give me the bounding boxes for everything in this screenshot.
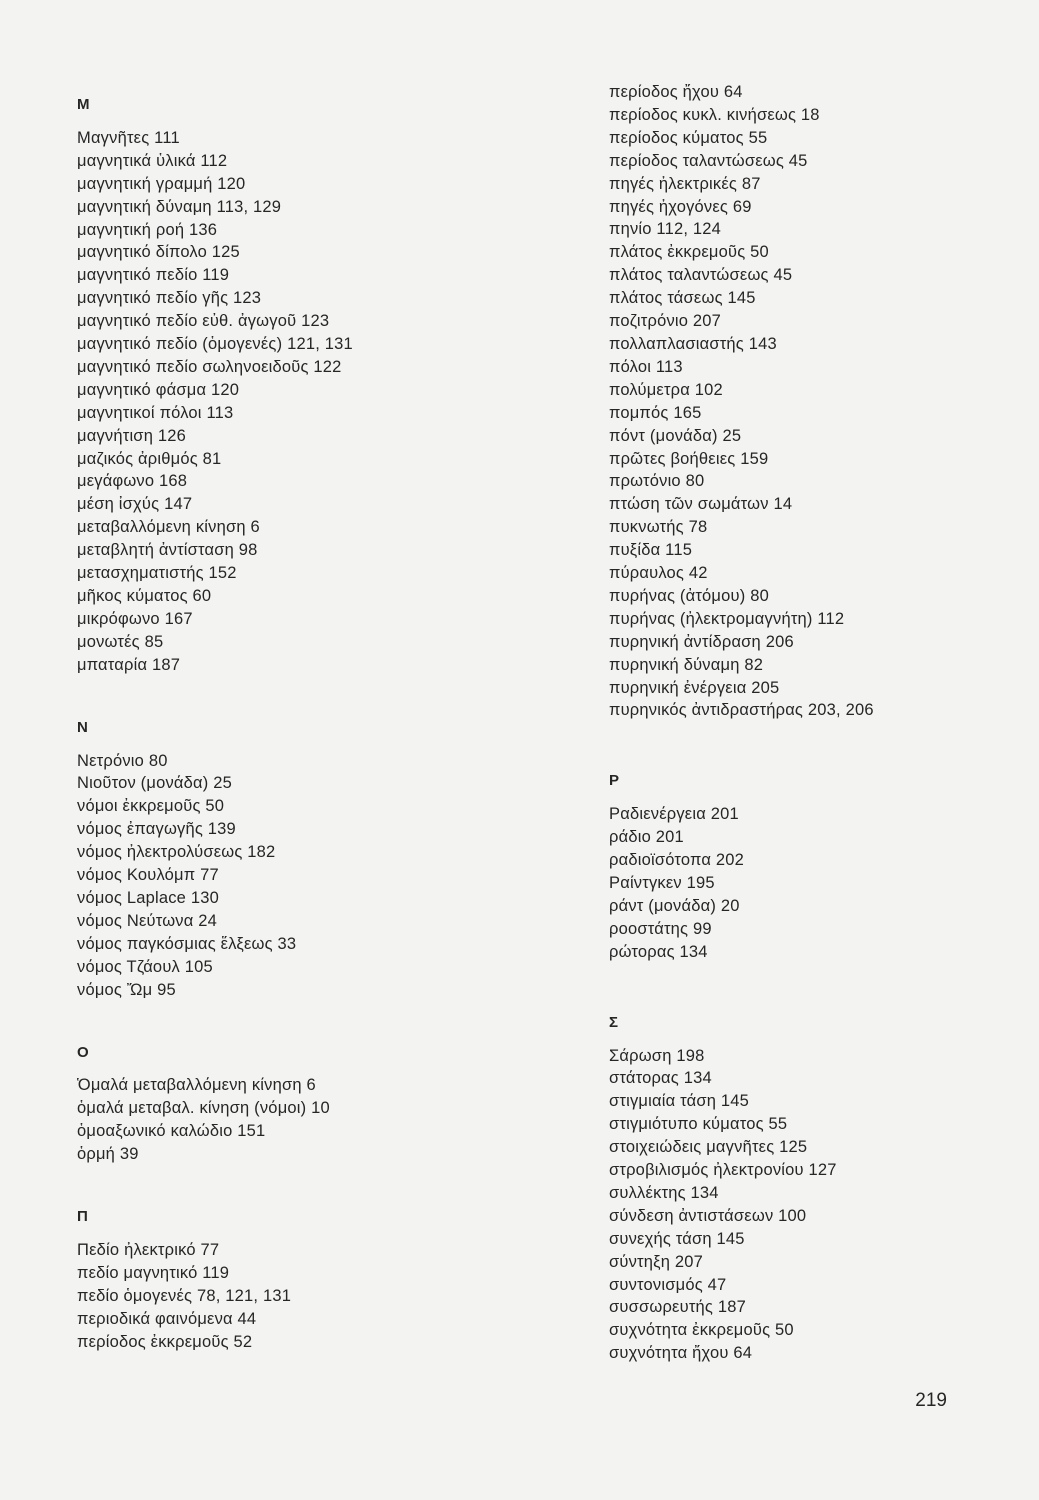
index-entry: νόμοι ἐκκρεμοῦς 50: [77, 797, 225, 816]
index-entry: Σάρωση 198: [609, 1046, 705, 1065]
index-entry: μαγνητικό πεδίο σωληνοειδοῦς 122: [77, 357, 342, 376]
index-section: [609, 81, 1009, 722]
index-entry: περίοδος ταλαντώσεως 45: [609, 151, 808, 170]
index-entry: πλάτος ἐκκρεμοῦς 50: [609, 243, 769, 262]
index-entry: ποζιτρόνιο 207: [609, 312, 722, 331]
index-entry: μαγνήτιση 126: [77, 426, 186, 445]
index-section: [77, 94, 497, 677]
index-entry: μῆκος κύματος 60: [77, 587, 212, 606]
index-section: [77, 717, 497, 1002]
section-letter: Μ: [77, 96, 90, 113]
index-column-left: [77, 94, 497, 1353]
index-entry: πηγές ἠχογόνες 69: [609, 197, 752, 216]
section-gap: [609, 964, 1009, 1012]
section-gap: [77, 1002, 497, 1042]
index-entry: πυκνωτής 78: [609, 518, 708, 537]
index-entry: Νετρόνιο 80: [77, 751, 168, 770]
index-entry: μαζικός ἀριθμός 81: [77, 449, 222, 468]
index-entry: μαγνητικό πεδίο (ὁμογενές) 121, 131: [77, 335, 353, 354]
index-entry: νόμος ἐπαγωγῆς 139: [77, 820, 236, 839]
index-entry: συλλέκτης 134: [609, 1183, 719, 1202]
index-entry: μαγνητικό δίπολο 125: [77, 243, 240, 262]
index-entry: συσσωρευτής 187: [609, 1298, 746, 1317]
index-entry: ὁμαλά μεταβαλ. κίνηση (νόμοι) 10: [77, 1099, 330, 1118]
index-section: [609, 1012, 1009, 1366]
index-entry: μαγνητικό πεδίο 119: [77, 266, 230, 285]
page-number: 219: [915, 1390, 947, 1411]
index-entry: πρωτόνιο 80: [609, 472, 705, 491]
index-entry: μεταβλητή ἀντίσταση 98: [77, 541, 258, 560]
index-entry: μαγνητικά ὑλικά 112: [77, 151, 228, 170]
index-entry: πηγές ἠλεκτρικές 87: [609, 174, 761, 193]
index-entry: περιοδικά φαινόμενα 44: [77, 1309, 257, 1328]
index-entry: νόμος Νεύτωνα 24: [77, 911, 218, 930]
index-entry: Ὁμαλά μεταβαλλόμενη κίνηση 6: [77, 1076, 316, 1095]
index-entry: περίοδος κύματος 55: [609, 128, 768, 147]
index-entry: πρῶτες βοήθειες 159: [609, 449, 769, 468]
index-column-right: [609, 81, 1009, 1365]
index-entry: περίοδος ἤχου 64: [609, 83, 743, 101]
index-entry: περίοδος ἐκκρεμοῦς 52: [77, 1332, 253, 1351]
index-entry: μαγνητικό φάσμα 120: [77, 380, 240, 399]
section-letter: Ο: [77, 1043, 89, 1061]
index-entry: μονωτές 85: [77, 632, 164, 651]
index-entry: συντονισμός 47: [609, 1275, 727, 1294]
index-entry: συχνότητα ἐκκρεμοῦς 50: [609, 1321, 794, 1340]
section-letter: Ρ: [609, 772, 620, 790]
index-entry: μεγάφωνο 168: [77, 472, 188, 491]
index-entry: πυρηνική ἐνέργεια 205: [609, 678, 780, 697]
section-letter: Ν: [77, 718, 89, 736]
index-entry: πεδίο ὁμογενές 78, 121, 131: [77, 1286, 292, 1305]
index-entry: πύραυλος 42: [609, 564, 708, 583]
index-entry: πλάτος τάσεως 145: [609, 289, 756, 308]
index-entry: μαγνητική ροή 136: [77, 220, 218, 239]
index-entry: ραδιοϊσότοπα 202: [609, 851, 744, 870]
section-gap: [77, 677, 497, 717]
index-section: [77, 1206, 497, 1353]
index-entry: πτώση τῶν σωμάτων 14: [609, 495, 793, 514]
index-entry: στροβιλισμός ἠλεκτρονίου 127: [609, 1161, 837, 1180]
index-entry: νόμος Τζάουλ 105: [77, 957, 213, 976]
index-entry: στιγμιαία τάση 145: [609, 1092, 750, 1111]
index-entry: μπαταρία 187: [77, 655, 181, 674]
index-entry: πυρηνική δύναμη 82: [609, 655, 764, 674]
index-entry: πομπός 165: [609, 403, 702, 422]
index-entry: στοιχειώδεις μαγνῆτες 125: [609, 1138, 808, 1157]
index-section: [77, 1042, 497, 1167]
section-letter: Π: [77, 1208, 89, 1226]
index-entry: σύντηξη 207: [609, 1252, 704, 1271]
index-entry: μαγνητικό πεδίο γῆς 123: [77, 289, 262, 308]
section-gap: [77, 1166, 497, 1206]
index-entry: μικρόφωνο 167: [77, 609, 193, 628]
index-entry: Ραίντγκεν 195: [609, 873, 715, 892]
index-entry: ροοστάτης 99: [609, 919, 712, 938]
index-entry: Ραδιενέργεια 201: [609, 805, 739, 824]
index-section: [609, 770, 1009, 963]
index-entry: ράντ (μονάδα) 20: [609, 896, 740, 915]
index-entry: μαγνητικό πεδίο εὐθ. ἀγωγοῦ 123: [77, 312, 330, 331]
index-entry: πλάτος ταλαντώσεως 45: [609, 266, 793, 285]
index-entry: περίοδος κυκλ. κινήσεως 18: [609, 105, 820, 124]
index-entry: ὁρμή 39: [77, 1145, 139, 1164]
index-entry: νόμος Ὤμ 95: [77, 980, 176, 999]
index-entry: μεταβαλλόμενη κίνηση 6: [77, 518, 260, 537]
index-entry: μαγνητικοί πόλοι 113: [77, 403, 234, 422]
section-gap: [609, 722, 1009, 770]
index-entry: συχνότητα ἤχου 64: [609, 1344, 753, 1363]
index-entry: στάτορας 134: [609, 1069, 712, 1088]
section-letter: Σ: [609, 1013, 619, 1031]
index-entry: πόντ (μονάδα) 25: [609, 426, 742, 445]
index-entry: Πεδίο ἠλεκτρικό 77: [77, 1240, 220, 1259]
index-entry: νόμος παγκόσμιας ἕλξεως 33: [77, 934, 297, 953]
index-entry: πυρήνας (ἠλεκτρομαγνήτη) 112: [609, 609, 845, 628]
index-entry: ὁμοαξωνικό καλώδιο 151: [77, 1122, 266, 1141]
index-entry: νόμος Κουλόμπ 77: [77, 866, 219, 885]
index-entry: πεδίο μαγνητικό 119: [77, 1263, 230, 1282]
index-entry: σύνδεση ἀντιστάσεων 100: [609, 1206, 807, 1225]
index-entry: συνεχής τάση 145: [609, 1229, 745, 1248]
index-entry: ρώτορας 134: [609, 942, 708, 961]
index-entry: στιγμιότυπο κύματος 55: [609, 1115, 788, 1134]
index-entry: πυρηνική ἀντίδραση 206: [609, 632, 794, 651]
index-entry: πόλοι 113: [609, 357, 683, 376]
index-entry: Νιοῦτον (μονάδα) 25: [77, 774, 232, 793]
index-entry: πυρήνας (ἀτόμου) 80: [609, 586, 769, 605]
index-entry: νόμος Laplace 130: [77, 888, 219, 907]
index-entry: μετασχηματιστής 152: [77, 564, 237, 583]
index-entry: πηνίο 112, 124: [609, 220, 722, 239]
index-entry: μέση ἰσχύς 147: [77, 495, 193, 514]
index-entry: πυξίδα 115: [609, 541, 693, 560]
index-entry: μαγνητική γραμμή 120: [77, 174, 246, 193]
index-entry: πολλαπλασιαστής 143: [609, 334, 777, 353]
index-entry: μαγνητική δύναμη 113, 129: [77, 197, 282, 216]
index-entry: πυρηνικός ἀντιδραστήρας 203, 206: [609, 701, 874, 720]
index-entry: πολύμετρα 102: [609, 380, 723, 399]
index-entry: νόμος ἠλεκτρολύσεως 182: [77, 843, 276, 862]
index-entry: ράδιο 201: [609, 828, 684, 847]
index-entry: Μαγνῆτες 111: [77, 128, 180, 147]
